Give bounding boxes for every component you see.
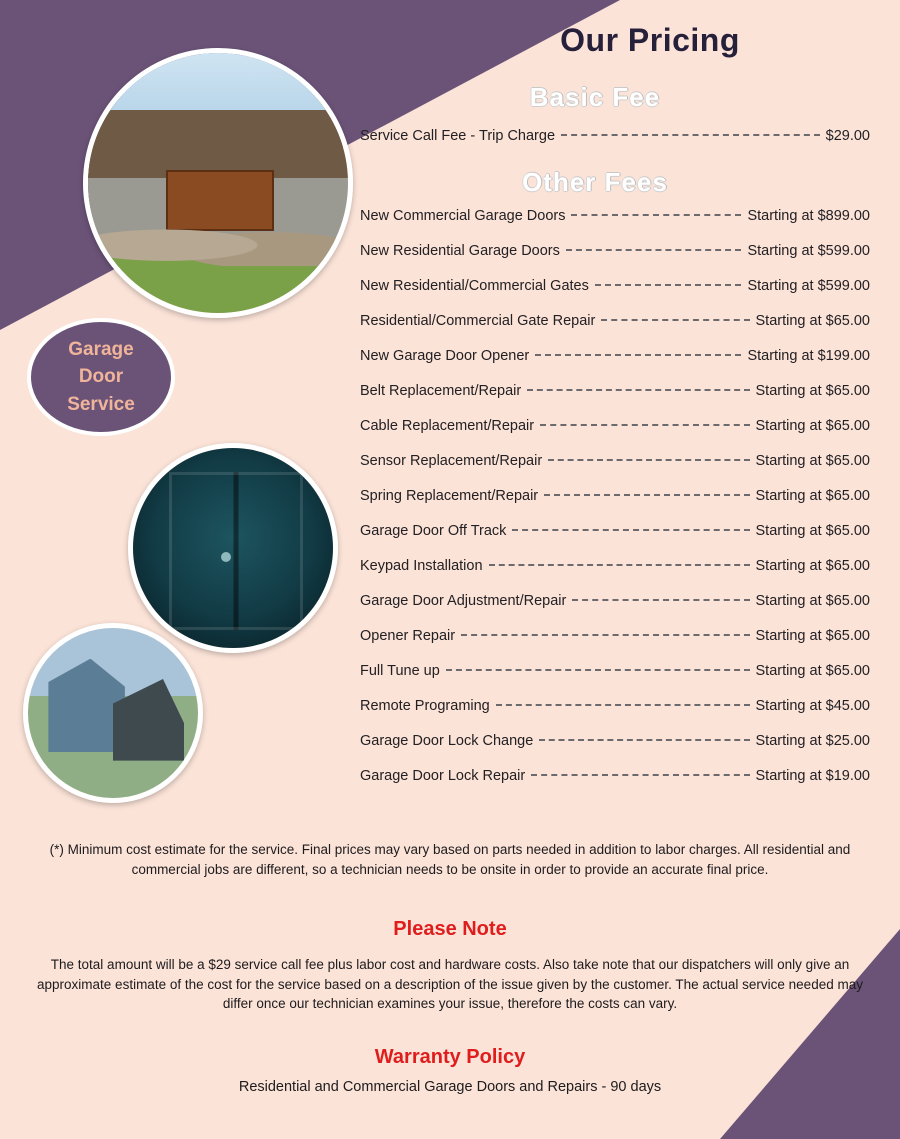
price-label: Keypad Installation [360, 558, 483, 574]
price-value: $29.00 [825, 128, 870, 144]
price-label: Remote Programing [360, 698, 490, 714]
price-row [360, 488, 870, 523]
dotted-leader [561, 134, 820, 136]
price-value: Starting at $25.00 [755, 733, 870, 749]
price-label: Cable Replacement/Repair [360, 418, 535, 434]
dotted-leader [539, 739, 749, 741]
page-title: Our Pricing [560, 22, 740, 58]
badge-line-3: Service [67, 393, 135, 415]
price-label: Residential/Commercial Gate Repair [360, 313, 596, 329]
dotted-leader [566, 249, 742, 251]
price-label: Garage Door Lock Change [360, 733, 534, 749]
dotted-leader [512, 529, 749, 531]
price-label: Sensor Replacement/Repair [360, 453, 543, 469]
dotted-leader [595, 284, 742, 286]
price-label: Service Call Fee - Trip Charge [360, 128, 556, 144]
dotted-leader [496, 704, 750, 706]
badge-line-1: Garage [68, 338, 134, 360]
price-value: Starting at $65.00 [755, 663, 870, 679]
price-row [360, 453, 870, 488]
price-row [360, 313, 870, 348]
price-value: Starting at $599.00 [747, 243, 870, 259]
dotted-leader [446, 669, 750, 671]
price-row [360, 208, 870, 243]
price-value: Starting at $65.00 [755, 418, 870, 434]
price-row [360, 418, 870, 453]
price-value: Starting at $65.00 [755, 558, 870, 574]
please-note-title: Please Note [393, 918, 507, 940]
modern-building-photo [23, 623, 203, 803]
price-row [360, 733, 870, 768]
dark-door-photo-image [133, 448, 333, 648]
badge-line-2: Door [78, 366, 124, 388]
price-label: Full Tune up [360, 663, 440, 679]
price-row [360, 523, 870, 558]
price-row [360, 628, 870, 663]
price-row [360, 383, 870, 418]
price-list-basic-fee [360, 128, 870, 163]
price-row [360, 243, 870, 278]
price-label: Opener Repair [360, 628, 456, 644]
price-row [360, 278, 870, 313]
price-row [360, 558, 870, 593]
price-row [360, 593, 870, 628]
price-label: Belt Replacement/Repair [360, 383, 522, 399]
dotted-leader [544, 494, 749, 496]
price-value: Starting at $899.00 [747, 208, 870, 224]
footnote-text: (*) Minimum cost estimate for the service. Final prices may vary based on parts needed in addition to labor charges. All residential and commercial jobs are different, so a technician needs to be onsite in order to provide an accurate final price. [49, 842, 851, 877]
dotted-leader [535, 354, 741, 356]
price-value: Starting at $19.00 [755, 768, 870, 784]
price-label: New Residential/Commercial Gates [360, 278, 589, 294]
dark-door-photo [128, 443, 338, 653]
modern-building-photo-image [28, 628, 198, 798]
dotted-leader [571, 214, 741, 216]
price-value: Starting at $199.00 [747, 348, 870, 364]
price-row [360, 128, 870, 163]
price-label: Spring Replacement/Repair [360, 488, 539, 504]
price-value: Starting at $599.00 [747, 278, 870, 294]
price-label: New Garage Door Opener [360, 348, 530, 364]
price-list-other-fees [360, 208, 870, 803]
price-row [360, 348, 870, 383]
house-photo [83, 48, 353, 318]
price-label: Garage Door Lock Repair [360, 768, 526, 784]
price-value: Starting at $65.00 [755, 313, 870, 329]
price-value: Starting at $65.00 [755, 488, 870, 504]
house-photo-image [88, 53, 348, 313]
price-value: Starting at $65.00 [755, 453, 870, 469]
dotted-leader [572, 599, 749, 601]
dotted-leader [527, 389, 749, 391]
please-note-body: The total amount will be a $29 service call fee plus labor cost and hardware costs. Also take note that our dispatchers will only give an approximate estimate of the cost for the service based on a description of the issue given by the customer. The actual service needed may differ once our technician examines your issue, therefore the costs can vary. [37, 957, 863, 1012]
dotted-leader [461, 634, 749, 636]
warranty-policy-body: Residential and Commercial Garage Doors and Repairs - 90 days [238, 1079, 662, 1095]
dotted-leader [531, 774, 749, 776]
dotted-leader [601, 319, 749, 321]
section-heading-basic-fee: Basic Fee [529, 82, 661, 112]
price-value: Starting at $65.00 [755, 593, 870, 609]
price-row [360, 698, 870, 733]
price-label: Garage Door Adjustment/Repair [360, 593, 567, 609]
price-label: New Residential Garage Doors [360, 243, 560, 259]
price-label: Garage Door Off Track [360, 523, 507, 539]
price-value: Starting at $65.00 [755, 628, 870, 644]
price-row [360, 768, 870, 803]
section-heading-other-fees: Other Fees [522, 167, 668, 197]
dotted-leader [548, 459, 749, 461]
price-value: Starting at $65.00 [755, 383, 870, 399]
price-value: Starting at $45.00 [755, 698, 870, 714]
price-label: New Commercial Garage Doors [360, 208, 566, 224]
dotted-leader [489, 564, 750, 566]
garage-door-service-badge [27, 318, 175, 436]
price-value: Starting at $65.00 [755, 523, 870, 539]
dotted-leader [540, 424, 749, 426]
warranty-policy-title: Warranty Policy [374, 1046, 526, 1068]
price-row [360, 663, 870, 698]
